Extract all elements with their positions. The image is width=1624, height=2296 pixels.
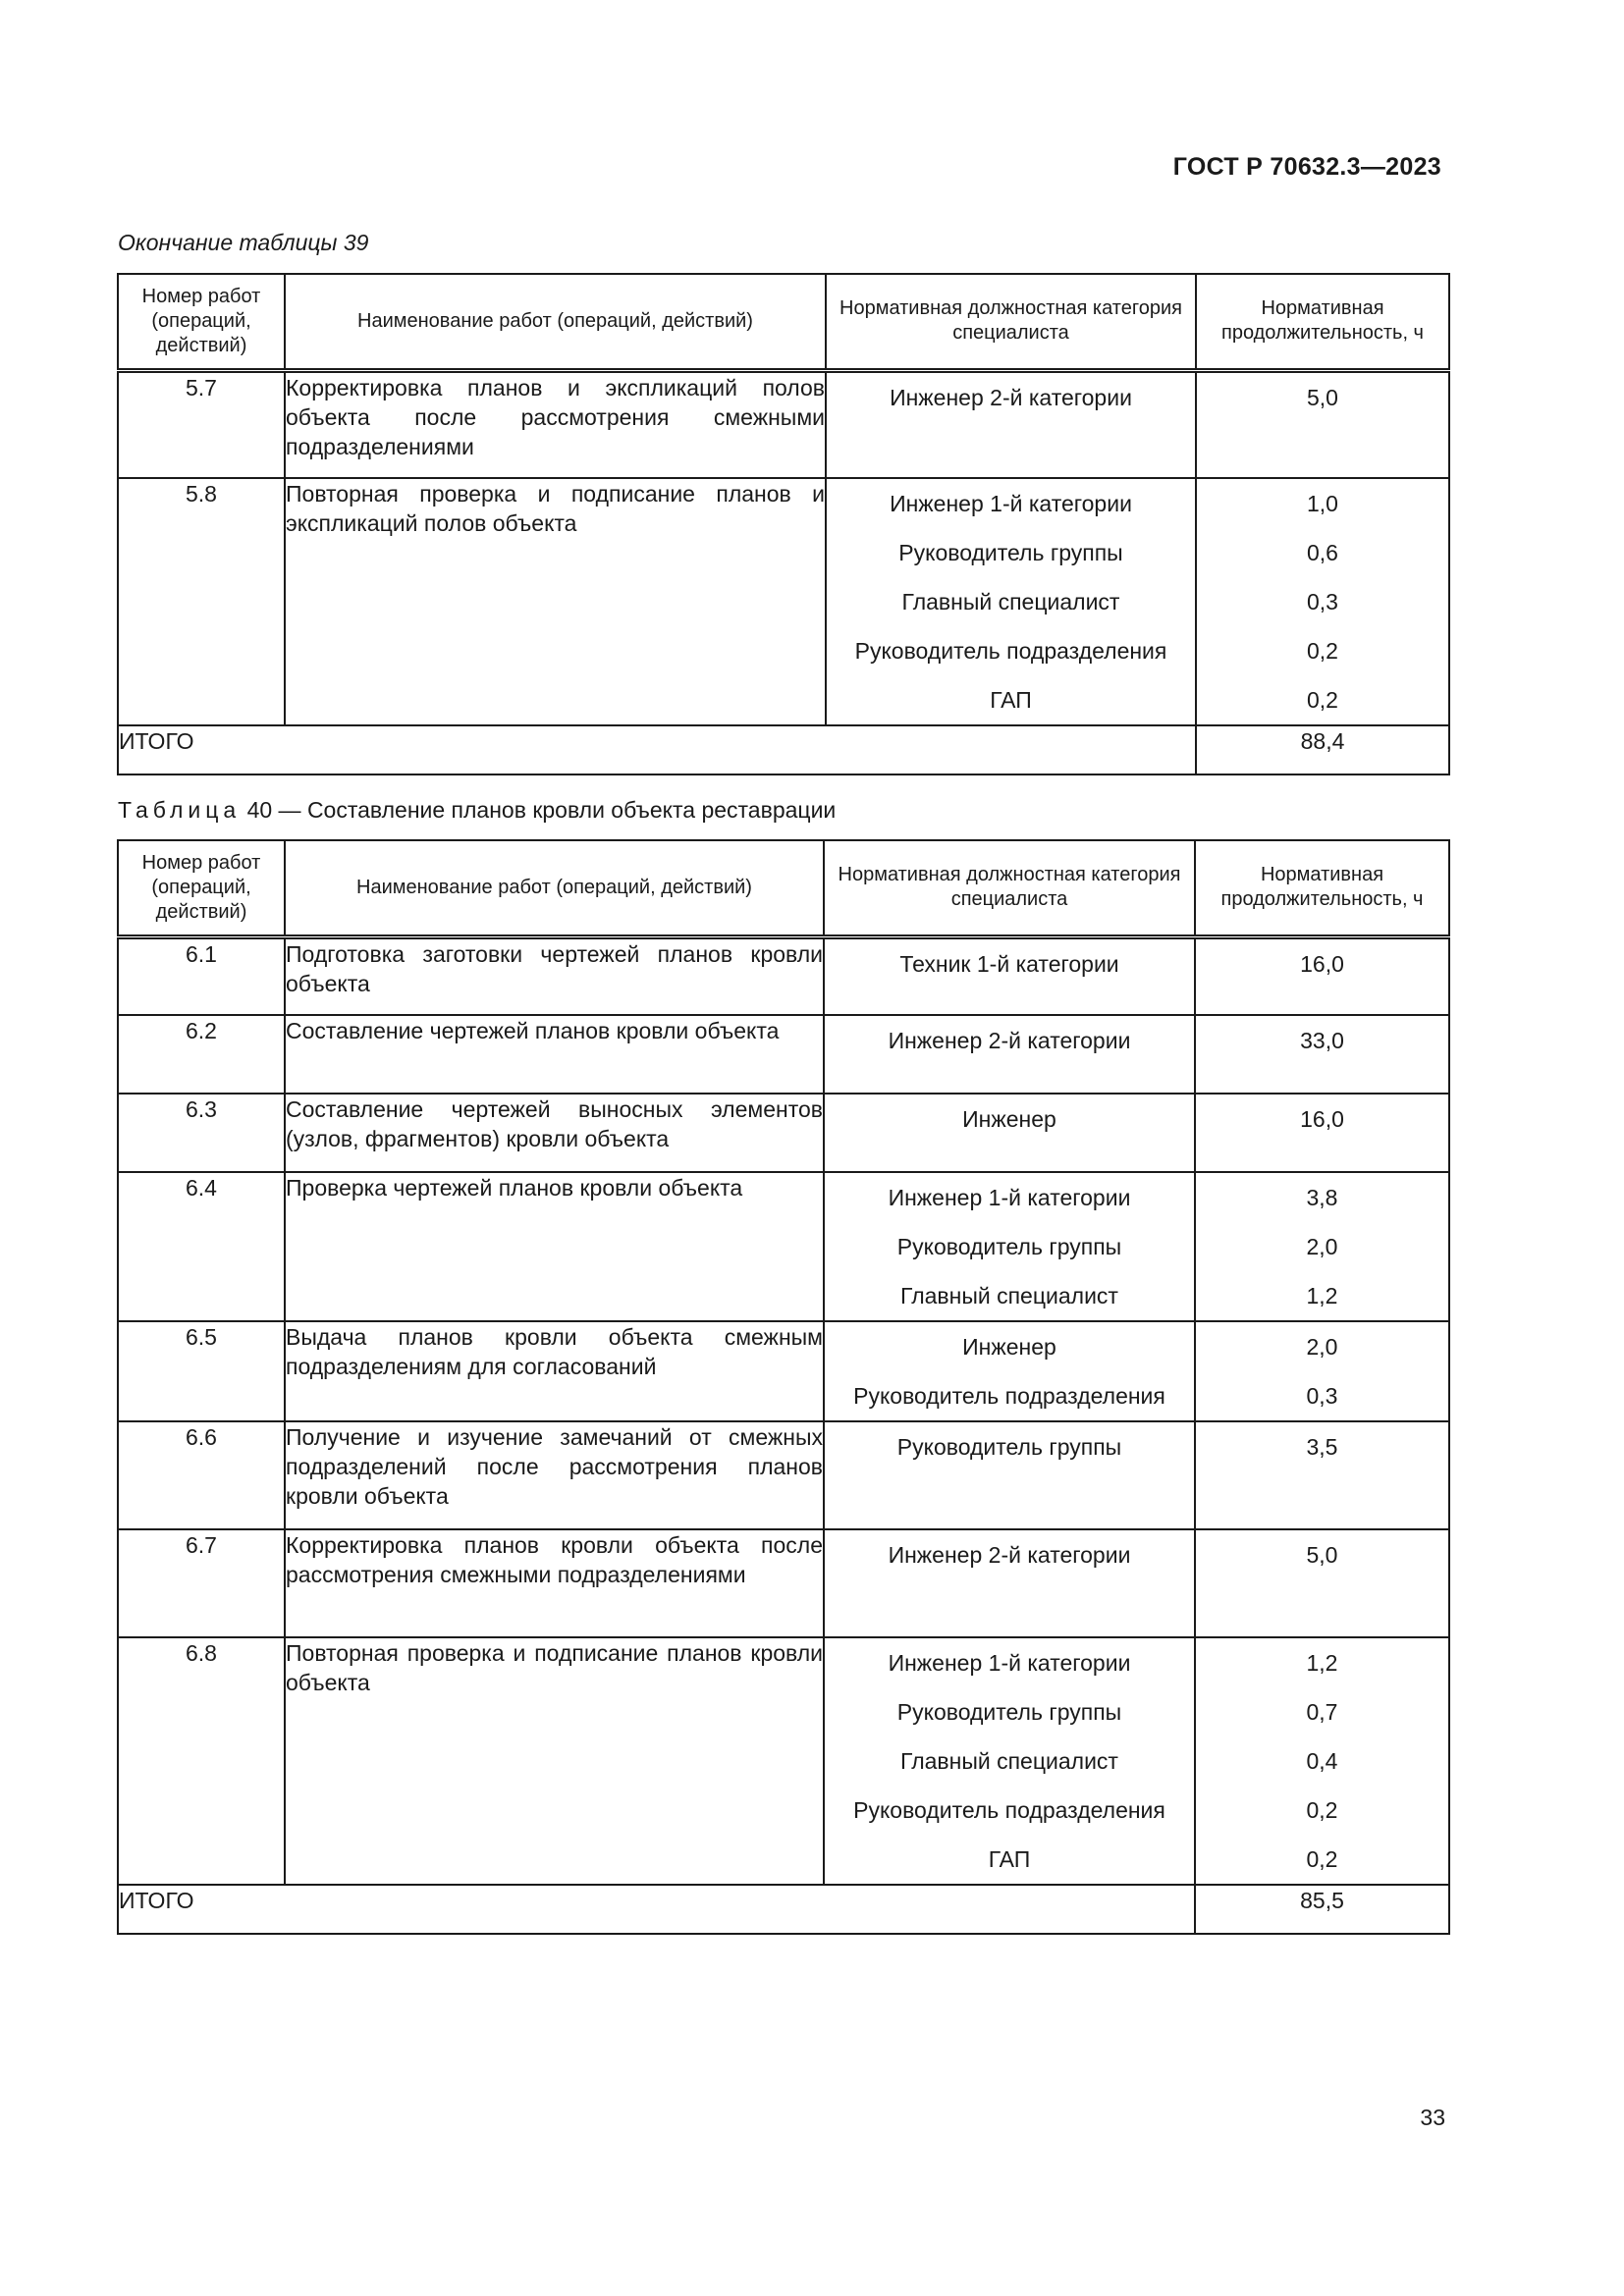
category-entry: Главный специалист [900,1748,1118,1774]
row-number: 6.4 [118,1172,285,1321]
row-name: Составление чертежей планов кровли объекта [285,1015,824,1094]
row-duration [1195,1321,1449,1421]
category-entry: Руководитель группы [898,540,1123,565]
column-header-category: Нормативная должностная категория специалиста [824,840,1195,936]
column-header-category: Нормативная должностная категория специалиста [826,274,1196,370]
duration-entry: 2,0 [1306,1334,1338,1360]
column-header-number: Номер работ (операций, действий) [118,840,285,936]
row-number: 5.8 [118,478,285,725]
table-row [118,1421,1449,1529]
row-name: Корректировка планов кровли объекта после рассмотрения смежными подразделениями [285,1529,824,1637]
table-40-caption-title: 40 — Составление планов кровли объекта реставрации [246,797,837,823]
row-category [826,370,1196,478]
row-name: Повторная проверка и подписание планов кровли объекта [285,1637,824,1885]
row-duration [1196,370,1449,478]
category-entry: Главный специалист [900,1283,1118,1308]
category-entry: Инженер 2-й категории [890,384,1132,410]
table-40-header-row [118,840,1449,936]
category-entry: Инженер 2-й категории [888,1542,1131,1568]
total-row [118,725,1449,774]
row-category [824,1637,1195,1885]
duration-entry: 5,0 [1306,1542,1338,1568]
row-number: 5.7 [118,370,285,478]
row-duration [1195,1421,1449,1529]
row-duration [1195,1529,1449,1637]
category-entry: Инженер 2-й категории [888,1028,1131,1053]
duration-entry: 0,2 [1306,1846,1338,1872]
standard-code: ГОСТ Р 70632.3—2023 [1172,153,1441,181]
table-40-body [118,936,1449,1934]
row-category [824,1094,1195,1172]
row-duration [1196,478,1449,725]
row-category [824,1421,1195,1529]
total-value: 88,4 [1196,725,1449,774]
row-number: 6.8 [118,1637,285,1885]
row-name: Составление чертежей выносных элементов (узлов, фрагментов) кровли объекта [285,1094,824,1172]
row-duration [1195,1094,1449,1172]
total-label: ИТОГО [118,725,1196,774]
duration-entry: 5,0 [1307,384,1338,410]
duration-entry: 0,2 [1307,638,1338,664]
duration-entry: 1,2 [1306,1650,1338,1676]
row-name: Получение и изучение замечаний от смежных подразделений после рассмотрения планов кровли объекта [285,1421,824,1529]
duration-entry: 0,3 [1307,589,1338,614]
column-header-name: Наименование работ (операций, действий) [285,274,826,370]
category-entry: Техник 1-й категории [899,950,1119,977]
duration-entry: 0,2 [1306,1797,1338,1823]
row-name: Корректировка планов и экспликаций полов объекта после рассмотрения смежными подразделениями [285,370,826,478]
row-number: 6.7 [118,1529,285,1637]
table-row [118,370,1449,478]
table-39 [117,273,1450,775]
category-entry: ГАП [988,1846,1031,1872]
table-39-caption: Окончание таблицы 39 [118,230,369,255]
row-name: Повторная проверка и подписание планов и экспликаций полов объекта [285,478,826,725]
category-entry: Руководитель подразделения [853,1797,1165,1823]
row-category [824,1015,1195,1094]
table-row [118,1637,1449,1885]
row-category [824,936,1195,1015]
table-row [118,478,1449,725]
row-number: 6.1 [118,936,285,1015]
category-entry: Руководитель подразделения [854,638,1167,664]
row-number: 6.3 [118,1094,285,1172]
category-entry: Инженер 1-й категории [888,1185,1131,1210]
category-entry: ГАП [990,687,1032,713]
duration-entry: 16,0 [1300,1106,1344,1132]
row-duration [1195,1015,1449,1094]
category-entry: Инженер 1-й категории [888,1650,1131,1676]
column-header-number: Номер работ (операций, действий) [118,274,285,370]
category-entry: Инженер [962,1106,1056,1132]
row-name: Подготовка заготовки чертежей планов кровли объекта [285,936,824,1015]
duration-entry: 0,6 [1307,540,1338,565]
row-category [824,1529,1195,1637]
duration-entry: 33,0 [1300,1028,1344,1053]
row-number: 6.5 [118,1321,285,1421]
category-entry: Руководитель группы [896,1434,1122,1460]
duration-entry: 3,8 [1306,1185,1338,1210]
page-number: 33 [1420,2105,1445,2130]
category-entry: Инженер 1-й категории [890,491,1132,516]
duration-entry: 0,4 [1306,1748,1338,1774]
column-header-duration: Нормативная продолжительность, ч [1196,274,1449,370]
duration-entry: 16,0 [1300,950,1344,977]
duration-entry: 0,7 [1306,1699,1338,1725]
table-row [118,1529,1449,1637]
row-number: 6.6 [118,1421,285,1529]
category-entry: Руководитель подразделения [853,1383,1165,1409]
duration-entry: 1,0 [1307,491,1338,516]
duration-entry: 0,3 [1306,1383,1338,1409]
total-label: ИТОГО [118,1885,1195,1934]
row-duration [1195,936,1449,1015]
row-category [824,1321,1195,1421]
row-number: 6.2 [118,1015,285,1094]
table-40 [117,839,1450,1935]
table-row [118,1321,1449,1421]
table-row [118,1094,1449,1172]
duration-entry: 3,5 [1306,1434,1338,1460]
category-entry: Инженер [962,1334,1056,1360]
category-entry: Руководитель группы [896,1699,1122,1725]
row-name: Выдача планов кровли объекта смежным подразделениям для согласований [285,1321,824,1421]
row-name: Проверка чертежей планов кровли объекта [285,1172,824,1321]
duration-entry: 2,0 [1306,1234,1338,1259]
row-category [826,478,1196,725]
table-row [118,1015,1449,1094]
total-row [118,1885,1449,1934]
table-row [118,1172,1449,1321]
column-header-duration: Нормативная продолжительность, ч [1195,840,1449,936]
duration-entry: 1,2 [1306,1283,1338,1308]
duration-entry: 0,2 [1307,687,1338,713]
column-header-name: Наименование работ (операций, действий) [285,840,824,936]
row-duration [1195,1172,1449,1321]
category-entry: Руководитель группы [896,1234,1122,1259]
total-value: 85,5 [1195,1885,1449,1934]
table-39-header-row [118,274,1449,370]
row-category [824,1172,1195,1321]
table-40-caption-word: Таблица [118,797,242,823]
category-entry: Главный специалист [901,589,1120,614]
row-duration [1195,1637,1449,1885]
table-39-body [118,370,1449,774]
table-40-caption [118,797,836,824]
table-row [118,936,1449,1015]
